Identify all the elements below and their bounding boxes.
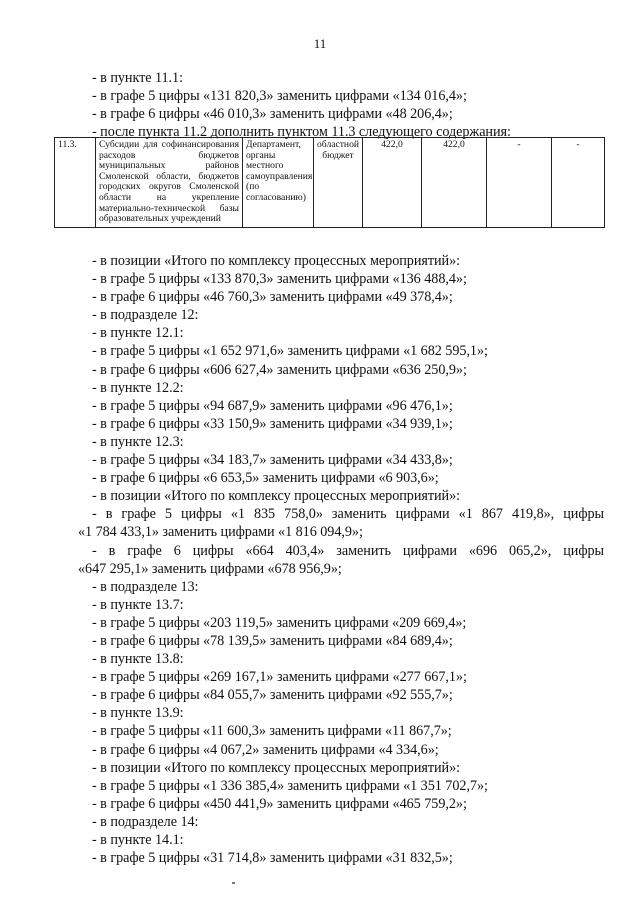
text-line: «1 784 433,1» заменить цифрами «1 816 094,9»; bbox=[78, 524, 363, 541]
text-line: - в графе 5 цифры «31 714,8» заменить цифрами «31 832,5»; bbox=[92, 850, 453, 867]
amendments-main bbox=[0, 252, 640, 867]
cell-total: 422,0 bbox=[363, 138, 422, 228]
text-line: - в пункте 12.2: bbox=[92, 379, 184, 396]
text-line: - в пункте 13.7: bbox=[92, 596, 184, 613]
text-line: - в подразделе 12: bbox=[92, 307, 199, 324]
text-line: - в графе 5 цифры «203 119,5» заменить цифрами «209 669,4»; bbox=[92, 614, 467, 631]
inserted-row-table bbox=[54, 137, 605, 228]
cell-measure-name: Субсидии для софинансирования расходов бюджетов муниципальных районов Смоленской области, бюджетов городских округов Смоленской области на укрепление материально-технической базы образовательных учреждений bbox=[96, 138, 243, 228]
text-line: - в графе 5 цифры «1 835 758,0» заменить цифрами «1 867 419,8», цифры bbox=[92, 506, 604, 523]
text-line: - в пункте 12.1: bbox=[92, 325, 184, 342]
text-line: - в графе 5 цифры «269 167,1» заменить цифрами «277 667,1»; bbox=[92, 669, 467, 686]
cell-number: 11.3. bbox=[55, 138, 96, 228]
text-line: - в позиции «Итого по комплексу процессных мероприятий»: bbox=[92, 759, 461, 776]
text-line: - в пункте 13.8: bbox=[92, 651, 184, 668]
text-line: - после пункта 11.2 дополнить пунктом 11.3 следующего содержания: bbox=[92, 124, 511, 141]
text-line: - в пункте 13.9: bbox=[92, 705, 184, 722]
text-line: - в графе 6 цифры «450 441,9» заменить цифрами «465 759,2»; bbox=[92, 795, 467, 812]
cell-year-3: - bbox=[552, 138, 605, 228]
text-line: - в пункте 12.3: bbox=[92, 433, 184, 450]
amendments-top bbox=[0, 69, 640, 141]
scan-speck bbox=[232, 882, 235, 884]
text-line: - в графе 6 цифры «46 760,3» заменить цифрами «49 378,4»; bbox=[92, 289, 453, 306]
table-row bbox=[55, 138, 605, 228]
text-line: «647 295,1» заменить цифрами «678 956,9»; bbox=[78, 560, 342, 577]
text-line: - в подразделе 14: bbox=[92, 813, 199, 830]
cell-year-2: - bbox=[487, 138, 552, 228]
cell-funding-source: областной бюджет bbox=[314, 138, 363, 228]
text-line: - в графе 6 цифры «6 653,5» заменить цифрами «6 903,6»; bbox=[92, 470, 439, 487]
text-line: - в графе 6 цифры «78 139,5» заменить цифрами «84 689,4»; bbox=[92, 632, 453, 649]
text-line: - в графе 5 цифры «11 600,3» заменить цифрами «11 867,7»; bbox=[92, 723, 452, 740]
cell-year-1: 422,0 bbox=[422, 138, 487, 228]
text-line: - в графе 6 цифры «664 403,4» заменить цифрами «696 065,2», цифры bbox=[92, 542, 604, 559]
text-line: - в пункте 11.1: bbox=[92, 70, 183, 86]
cell-executor: Департамент, органы местного самоуправления (по согласованию) bbox=[243, 138, 314, 228]
text-line: - в подразделе 13: bbox=[92, 578, 199, 595]
text-line: - в позиции «Итого по комплексу процессных мероприятий»: bbox=[92, 253, 461, 269]
text-line: - в графе 5 цифры «131 820,3» заменить цифрами «134 016,4»; bbox=[92, 88, 467, 105]
text-line: - в графе 6 цифры «4 067,2» заменить цифрами «4 334,6»; bbox=[92, 741, 439, 758]
text-line: - в графе 5 цифры «133 870,3» заменить цифрами «136 488,4»; bbox=[92, 271, 467, 288]
text-line: - в графе 5 цифры «1 336 385,4» заменить цифрами «1 351 702,7»; bbox=[92, 777, 488, 794]
text-line: - в пункте 14.1: bbox=[92, 832, 184, 848]
text-line: - в графе 5 цифры «34 183,7» заменить цифрами «34 433,8»; bbox=[92, 452, 453, 469]
text-line: - в графе 6 цифры «46 010,3» заменить цифрами «48 206,4»; bbox=[92, 106, 453, 123]
text-line: - в графе 5 цифры «1 652 971,6» заменить цифрами «1 682 595,1»; bbox=[92, 343, 488, 360]
text-line: - в позиции «Итого по комплексу процессных мероприятий»: bbox=[92, 488, 461, 505]
text-line: - в графе 6 цифры «84 055,7» заменить цифрами «92 555,7»; bbox=[92, 687, 453, 704]
text-line: - в графе 5 цифры «94 687,9» заменить цифрами «96 476,1»; bbox=[92, 397, 453, 414]
text-line: - в графе 6 цифры «33 150,9» заменить цифрами «34 939,1»; bbox=[92, 415, 453, 432]
page-number: 11 bbox=[313, 36, 327, 51]
text-line: - в графе 6 цифры «606 627,4» заменить цифрами «636 250,9»; bbox=[92, 361, 467, 378]
